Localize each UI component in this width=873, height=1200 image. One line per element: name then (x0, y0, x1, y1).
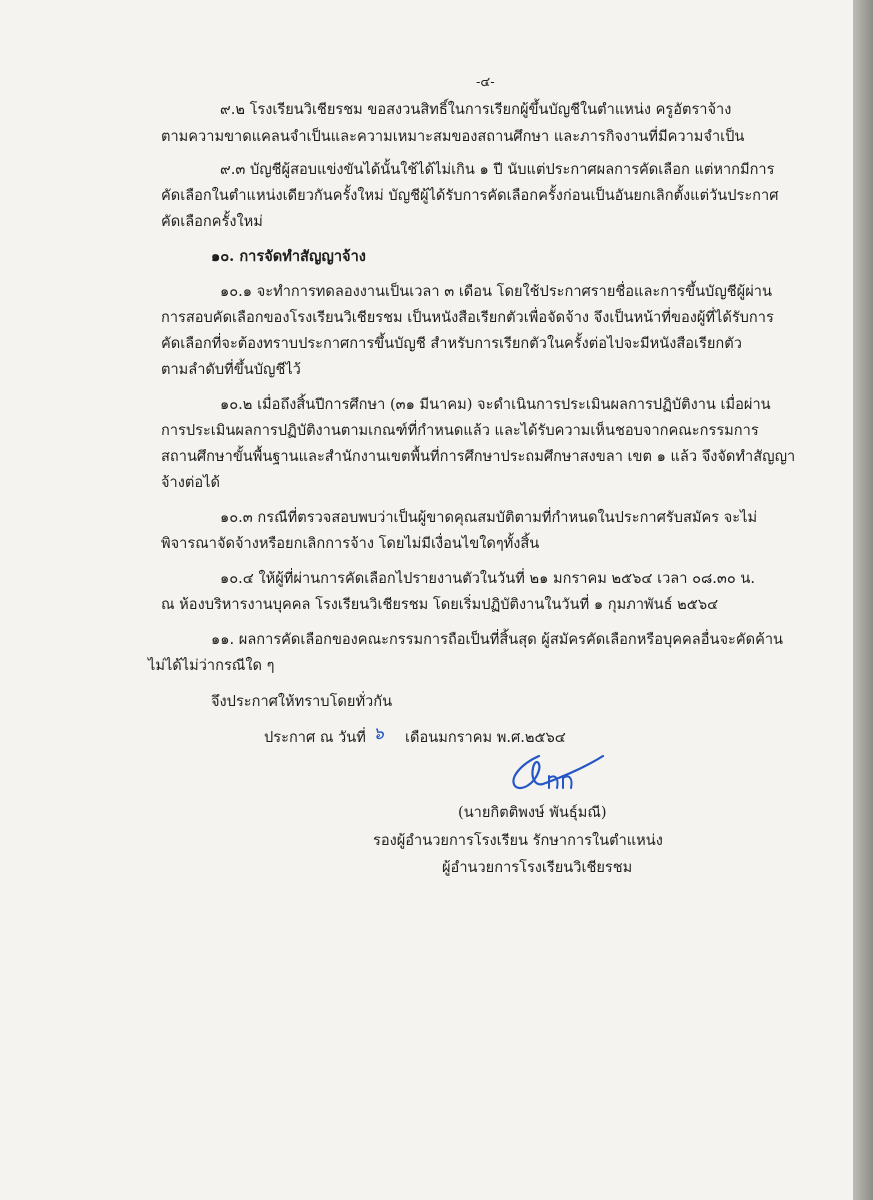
section-10-heading: ๑๐. การจัดทำสัญญาจ้าง (211, 248, 366, 265)
clause-9-2-line-1: ๙.๒ โรงเรียนวิเชียรชม ขอสงวนสิทธิ์ในการเรียกผู้ขึ้นบัญชีในตำแหน่ง ครูอัตราจ้าง (220, 101, 732, 118)
clause-10-2-line-3: สถานศึกษาขั้นพื้นฐานและสำนักงานเขตพื้นที่การศึกษาประถมศึกษาสงขลา เขต ๑ แล้ว จึงจัดทำสัญญา (161, 448, 796, 465)
clause-10-3-line-1: ๑๐.๓ กรณีที่ตรวจสอบพบว่าเป็นผู้ขาดคุณสมบัติตามที่กำหนดในประกาศรับสมัคร จะไม่ (220, 509, 758, 526)
scan-edge (853, 0, 873, 1200)
clause-10-1-line-3: คัดเลือกที่จะต้องทราบประกาศการขึ้นบัญชี สำหรับการเรียกตัวในครั้งต่อไปจะมีหนังสือเรียกตัว (161, 335, 742, 352)
clause-10-4-line-1: ๑๐.๔ ให้ผู้ที่ผ่านการคัดเลือกไปรายงานตัวในวันที่ ๒๑ มกราคม ๒๕๖๔ เวลา ๐๘.๓๐ น. (220, 570, 756, 587)
closing-statement: จึงประกาศให้ทราบโดยทั่วกัน (211, 693, 393, 710)
clause-10-1-line-2: การสอบคัดเลือกของโรงเรียนวิเชียรชม เป็นหนังสือเรียกตัวเพื่อจัดจ้าง จึงเป็นหน้าที่ของผู้ที่ได้รับการ (161, 309, 774, 326)
signatory-name: (นายกิตติพงษ์ พันธ์ุมณี) (458, 804, 607, 821)
signatory-position-line-1: รองผู้อำนวยการโรงเรียน รักษาการในตำแหน่ง (373, 832, 663, 849)
clause-10-3-line-2: พิจารณาจัดจ้างหรือยกเลิกการจ้าง โดยไม่มีเงื่อนไขใดๆทั้งสิ้น (161, 535, 540, 552)
clause-9-2-line-2: ตามความขาดแคลนจำเป็นและความเหมาะสมของสถานศึกษา และภารกิจงานที่มีความจำเป็น (161, 128, 745, 145)
clause-9-3-line-2: คัดเลือกในตำแหน่งเดียวกันครั้งใหม่ บัญชีผู้ได้รับการคัดเลือกครั้งก่อนเป็นอันยกเลิกตั้งแต่วันประกาศ (161, 187, 779, 204)
clause-10-2-line-2: การประเมินผลการปฏิบัติงานตามเกณฑ์ที่กำหนดแล้ว และได้รับความเห็นชอบจากคณะกรรมการ (161, 422, 759, 439)
clause-9-3-line-1: ๙.๓ บัญชีผู้สอบแข่งขันได้นั้นใช้ได้ไม่เกิน ๑ ปี นับแต่ประกาศผลการคัดเลือก แต่หากมีการ (220, 161, 775, 178)
signatory-position-line-2: ผู้อำนวยการโรงเรียนวิเชียรชม (442, 859, 633, 876)
announcement-date-prefix: ประกาศ ณ วันที่ (264, 729, 366, 746)
handwritten-signature (505, 748, 610, 796)
clause-9-3-line-3: คัดเลือกครั้งใหม่ (161, 213, 263, 230)
announcement-date-suffix: เดือนมกราคม พ.ศ.๒๕๖๔ (405, 729, 566, 746)
clause-10-2-line-4: จ้างต่อได้ (161, 474, 220, 491)
clause-10-1-line-1: ๑๐.๑ จะทำการทดลองงานเป็นเวลา ๓ เดือน โดยใช้ประกาศรายชื่อและการขึ้นบัญชีผู้ผ่าน (220, 283, 772, 300)
page-number: -๔- (476, 75, 495, 90)
clause-10-2-line-1: ๑๐.๒ เมื่อถึงสิ้นปีการศึกษา (๓๑ มีนาคม) จะดำเนินการประเมินผลการปฏิบัติงาน เมื่อผ่าน (220, 396, 771, 413)
section-11-line-2: ไม่ได้ไม่ว่ากรณีใด ๆ (148, 657, 275, 674)
announcement-day-handwritten: ๖ (373, 724, 384, 744)
clause-10-1-line-4: ตามลำดับที่ขึ้นบัญชีไว้ (161, 361, 301, 378)
section-11-line-1: ๑๑. ผลการคัดเลือกของคณะกรรมการถือเป็นที่สิ้นสุด ผู้สมัครคัดเลือกหรือบุคคลอื่นจะคัดค้าน (211, 631, 784, 648)
clause-10-4-line-2: ณ ห้องบริหารงานบุคคล โรงเรียนวิเชียรชม โดยเริ่มปฏิบัติงานในวันที่ ๑ กุมภาพันธ์ ๒๕๖๔ (161, 596, 719, 613)
